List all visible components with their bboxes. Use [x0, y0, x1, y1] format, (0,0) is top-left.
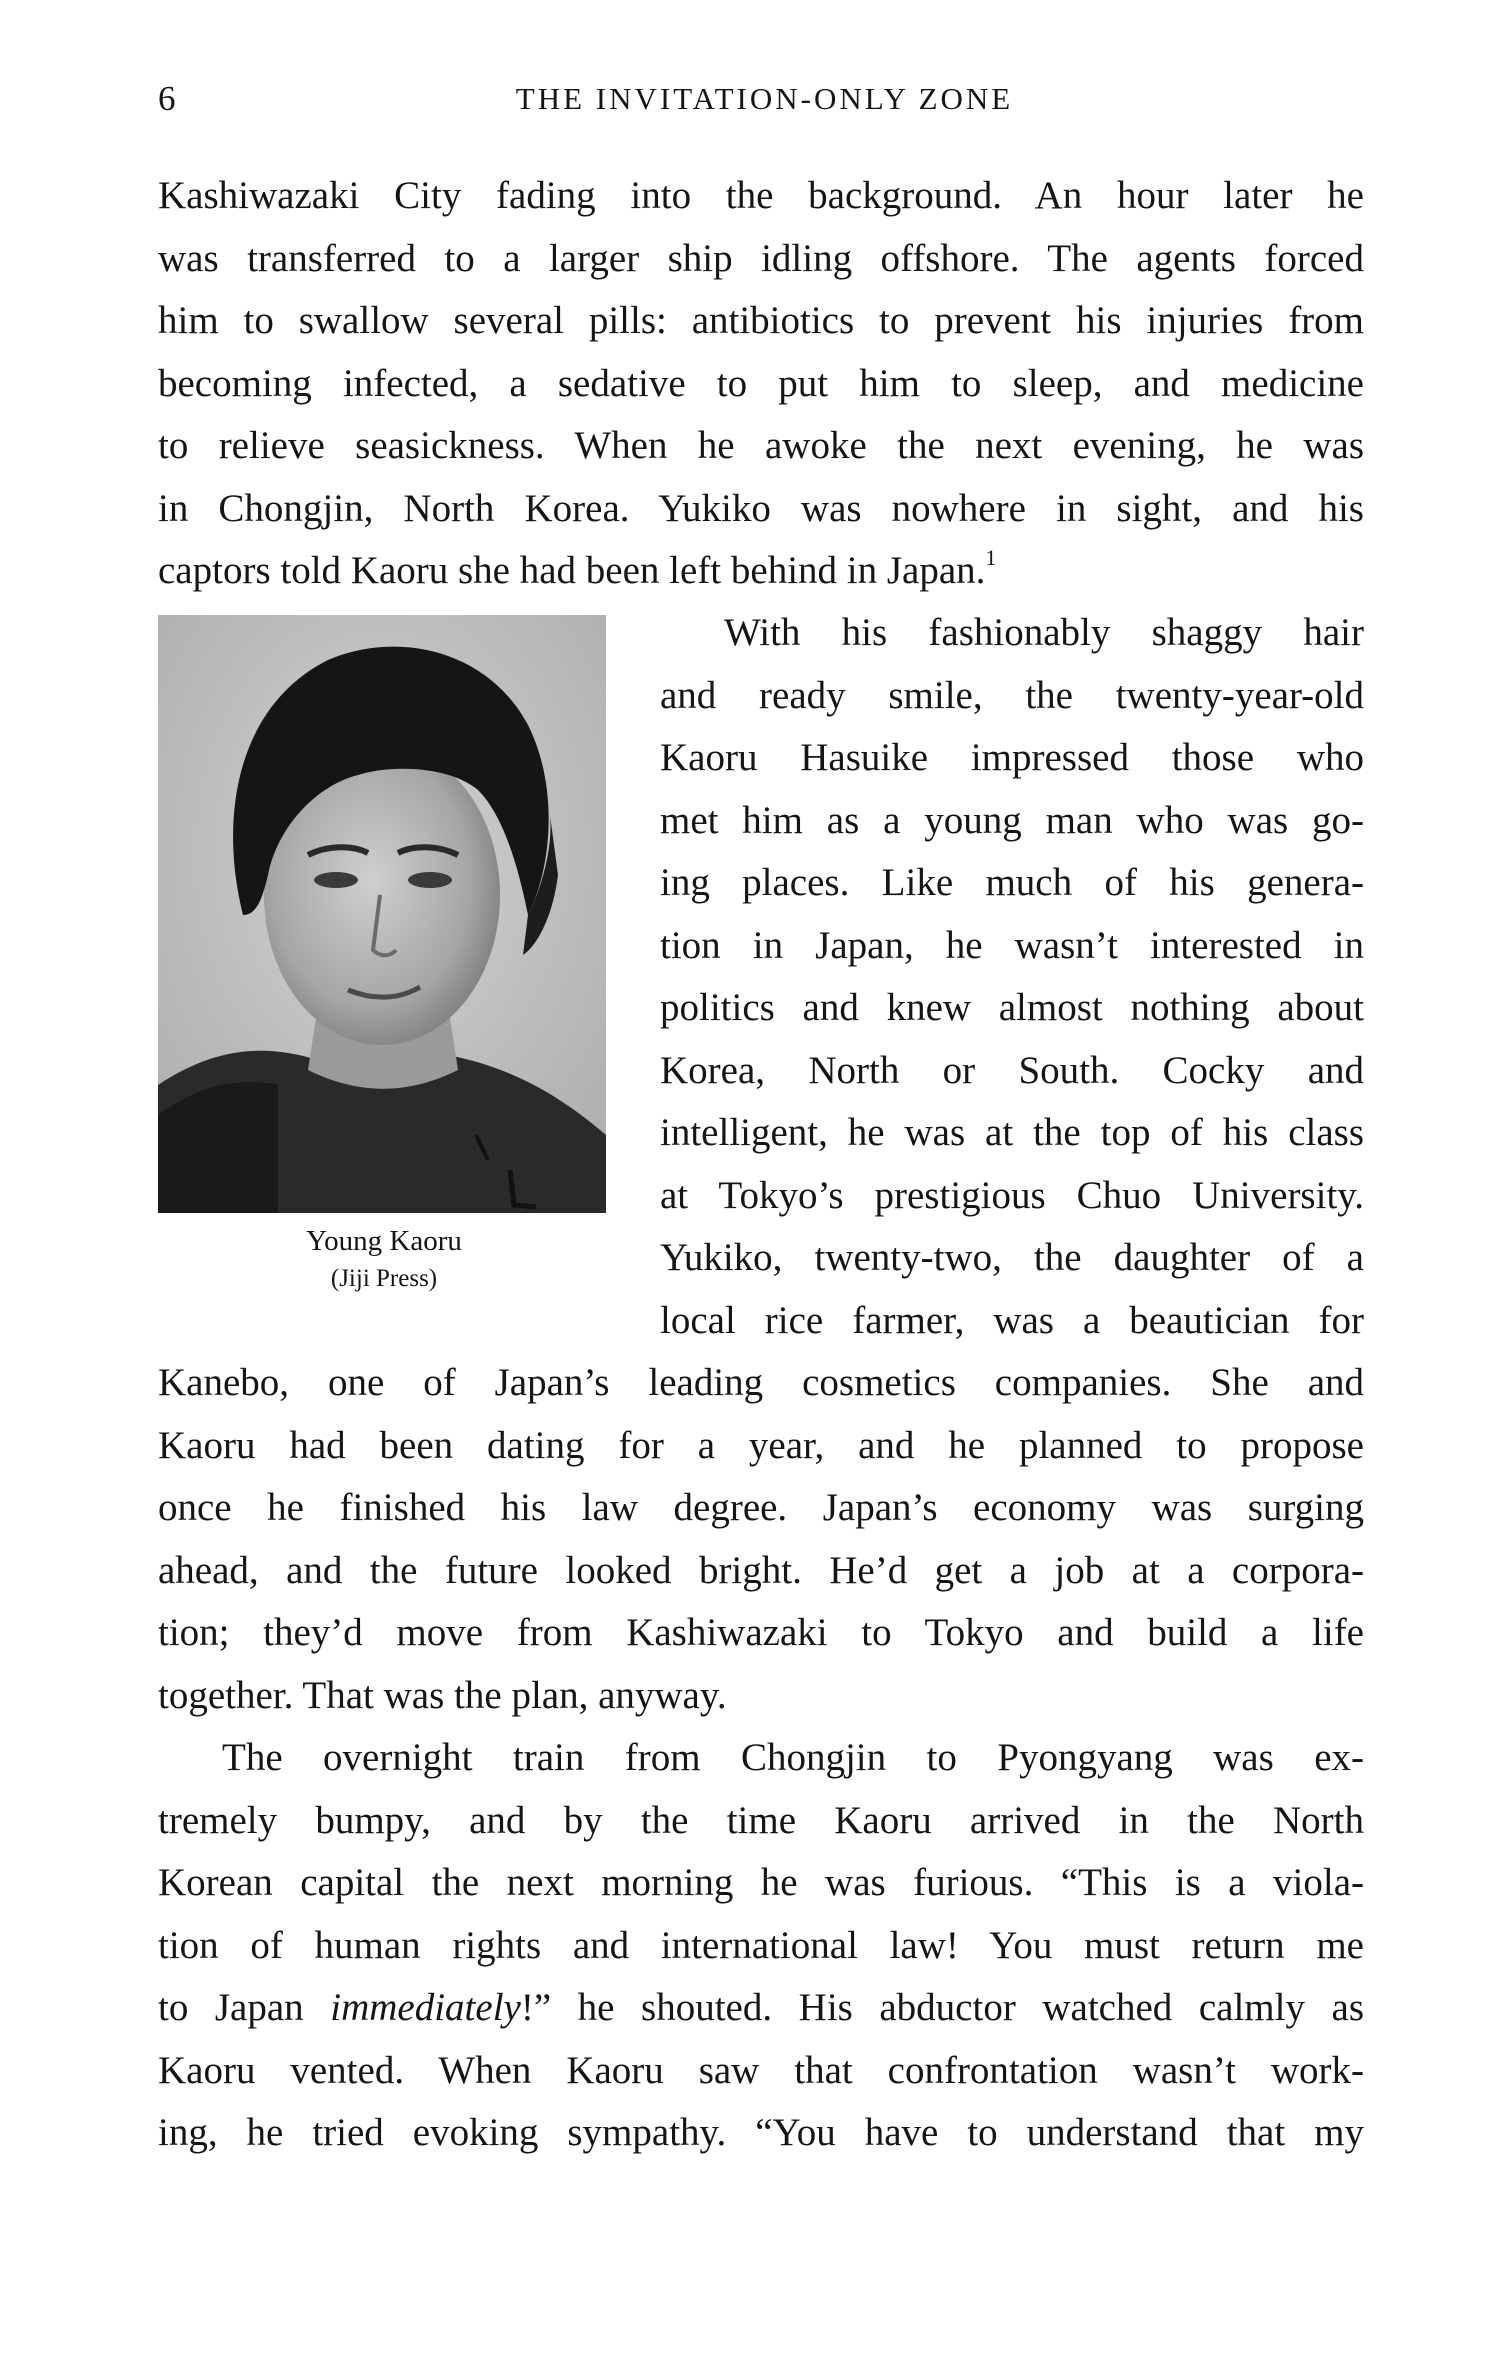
portrait-photo: [158, 615, 606, 1213]
right-eye: [408, 872, 452, 888]
text-line: The overnight train from Chongjin to Pyongyang was ex-: [222, 1736, 1364, 1779]
top-paragraph: [158, 165, 1364, 603]
text-line: together. That was the plan, anyway.: [158, 1673, 727, 1717]
text-line: Korean capital the next morning he was furious. “This is a viola-: [158, 1861, 1364, 1904]
footnote-marker: 1: [985, 545, 997, 570]
continued-paragraph: [158, 1352, 1364, 1727]
text-line: local rice farmer, was a beautician for: [660, 1298, 1364, 1342]
text-line: With his fashionably shaggy hair: [724, 611, 1364, 654]
text-line: met him as a young man who was go-: [660, 798, 1364, 842]
page-number: 6: [158, 79, 176, 118]
text-line: ahead, and the future looked bright. He’d get a job at a corpora-: [158, 1548, 1364, 1592]
text-line: tion of human rights and international law! You must return me: [158, 1923, 1364, 1967]
text-line: intelligent, he was at the top of his class: [660, 1111, 1364, 1154]
text-fragment: to Japan: [158, 1986, 331, 2029]
text-line: at Tokyo’s prestigious Chuo University.: [660, 1173, 1364, 1217]
text-line: in Chongjin, North Korea. Yukiko was nowhere in sight, and his: [158, 486, 1364, 530]
text-line: [158, 540, 1364, 603]
left-eye: [314, 872, 358, 888]
text-line: once he finished his law degree. Japan’s economy was surging: [158, 1486, 1364, 1529]
text-line: him to swallow several pills: antibiotics to prevent his injuries from: [158, 299, 1364, 342]
text-fragment: !” he shouted. His abductor watched calmly as: [520, 1986, 1364, 2029]
text-line: Kashiwazaki City fading into the background. An hour later he: [158, 174, 1364, 217]
text-line: politics and knew almost nothing about: [660, 986, 1364, 1029]
caption-credit: (Jiji Press): [330, 1265, 438, 1292]
text-line: Kaoru had been dating for a year, and he planned to propose: [158, 1423, 1364, 1467]
text-line: and ready smile, the twenty-year-old: [660, 673, 1364, 717]
text-line: Yukiko, twenty-two, the daughter of a: [660, 1236, 1364, 1279]
running-head: [158, 74, 1371, 124]
text-line: was transferred to a larger ship idling offshore. The agents forced: [158, 236, 1364, 280]
wrapped-paragraph: [660, 602, 1364, 1352]
text-line: becoming infected, a sedative to put him to sleep, and medicine: [158, 361, 1364, 405]
text-line: ing, he tried evoking sympathy. “You have to understand that my: [158, 2111, 1364, 2154]
text-line: tion; they’d move from Kashiwazaki to Tokyo and build a life: [158, 1611, 1364, 1654]
text-line: Kaoru Hasuike impressed those who: [660, 736, 1364, 779]
text-line: tion in Japan, he wasn’t interested in: [660, 923, 1364, 967]
final-paragraph: [158, 1727, 1364, 2165]
text-line: Kaoru vented. When Kaoru saw that confrontation wasn’t work-: [158, 2048, 1364, 2092]
emphasized-word: immediately: [330, 1986, 521, 2029]
text-line: ing places. Like much of his genera-: [660, 861, 1364, 904]
text-line: tremely bumpy, and by the time Kaoru arrived in the North: [158, 1798, 1364, 1842]
caption-title: Young Kaoru: [306, 1225, 462, 1257]
portrait-illustration: [158, 615, 606, 1213]
text-fragment: captors told Kaoru she had been left behind in Japan.: [158, 549, 986, 592]
text-line: Kanebo, one of Japan’s leading cosmetics companies. She and: [158, 1361, 1364, 1404]
running-title: THE INVITATION-ONLY ZONE: [515, 81, 1014, 116]
text-line: Korea, North or South. Cocky and: [660, 1048, 1364, 1092]
photo-caption: [190, 1222, 578, 1298]
text-line: to relieve seasickness. When he awoke the next evening, he was: [158, 424, 1364, 467]
text-line: [158, 1977, 1364, 2040]
